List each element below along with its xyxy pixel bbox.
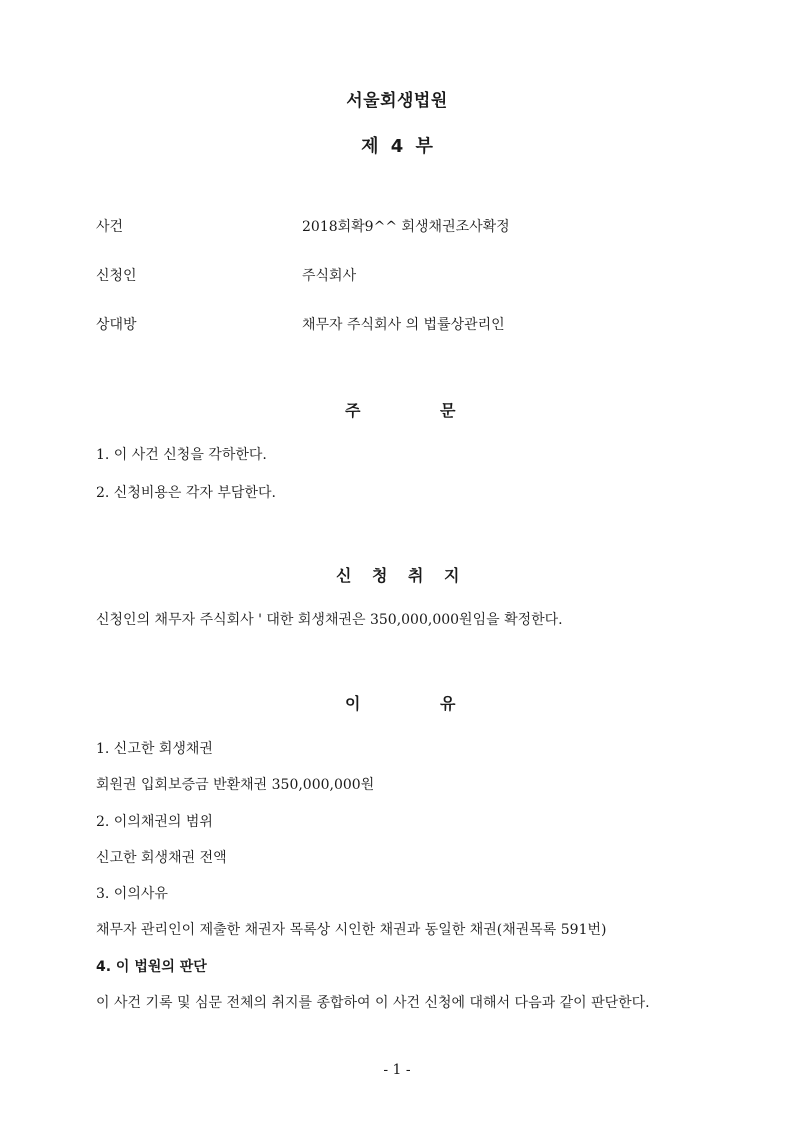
reasons-line: 3. 이의사유: [96, 886, 168, 902]
party-label: 신청인: [96, 268, 137, 284]
division-name: 제 4 부: [361, 136, 433, 157]
party-label: 사건: [96, 219, 124, 235]
heading-char: 신: [336, 566, 352, 585]
reasons-line: 신고한 회생채권 전액: [96, 850, 227, 866]
claim-text: 신청인의 채무자 주식회사 ' 대한 회생채권은 350,000,000원임을 확정한다.: [96, 612, 563, 628]
reasons-line: 회원권 입회보증금 반환채권 350,000,000원: [96, 777, 375, 793]
party-value: 2018회확9^^ 회생채권조사확정: [302, 219, 510, 235]
party-value: 채무자 주식회사 의 법률상관리인: [302, 317, 505, 333]
heading-char: 유: [440, 694, 456, 713]
heading-char: 청: [372, 566, 388, 585]
heading-char: 취: [408, 566, 424, 585]
page-number: - 1 -: [383, 1062, 411, 1078]
party-value: 주식회사: [302, 268, 357, 284]
court-name: 서울회생법원: [346, 91, 448, 111]
order-item: 1. 이 사건 신청을 각하한다.: [96, 447, 267, 463]
heading-char: 문: [440, 401, 456, 420]
order-item: 2. 신청비용은 각자 부담한다.: [96, 485, 276, 501]
reasons-line: 이 사건 기록 및 심문 전체의 취지를 종합하여 이 사건 신청에 대해서 다음과 같이 판단한다.: [96, 995, 650, 1011]
party-label: 상대방: [96, 317, 137, 333]
heading-char: 주: [345, 401, 361, 420]
heading-char: 지: [444, 566, 460, 585]
reasons-line: 채무자 관리인이 제출한 채권자 목록상 시인한 채권과 동일한 채권(채권목록 591번): [96, 922, 607, 938]
heading-char: 이: [345, 694, 361, 713]
reasons-line-judgment-heading: 4. 이 법원의 판단: [96, 959, 207, 975]
reasons-line: 1. 신고한 회생채권: [96, 741, 213, 757]
reasons-line: 2. 이의채권의 범위: [96, 814, 213, 830]
